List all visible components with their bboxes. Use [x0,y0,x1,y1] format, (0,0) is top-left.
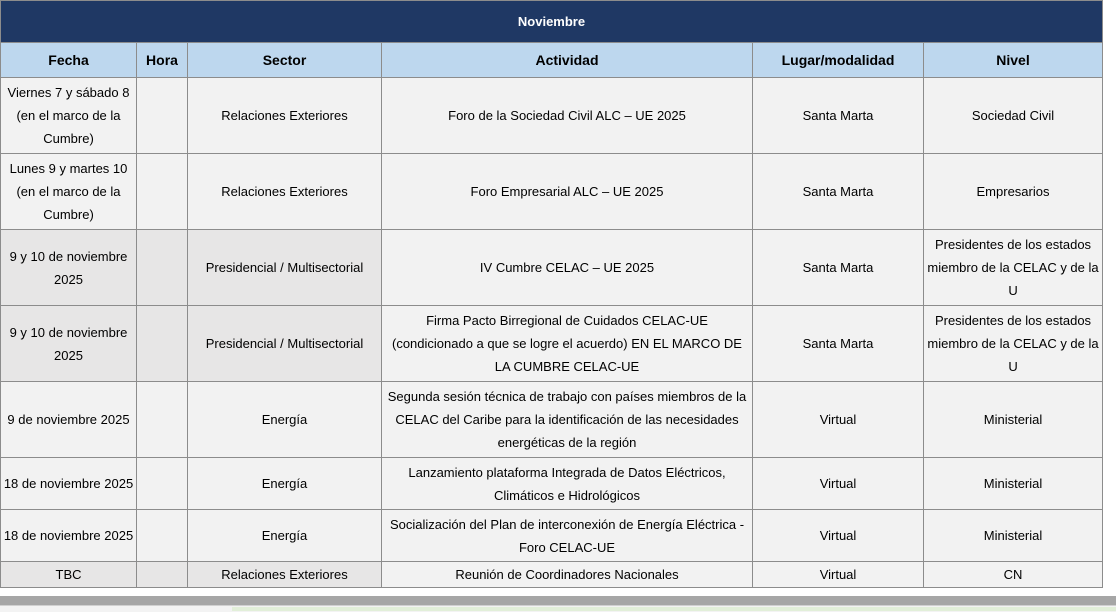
month-title: Noviembre [1,1,1103,43]
cell-sector[interactable]: Presidencial / Multisectorial [188,230,382,306]
header-actividad[interactable]: Actividad [382,43,753,78]
cell-lugar[interactable]: Virtual [753,510,924,562]
cell-lugar[interactable]: Santa Marta [753,78,924,154]
cell-nivel[interactable]: Presidentes de los estados miembro de la CELAC y de la U [924,306,1103,382]
table-row [1,306,1103,382]
sheet-tab[interactable] [232,607,1116,611]
cell-fecha[interactable]: TBC [1,562,137,588]
table-row [1,562,1103,588]
cell-sector[interactable]: Energía [188,510,382,562]
cell-fecha[interactable]: 9 y 10 de noviembre 2025 [1,306,137,382]
cell-hora[interactable] [137,510,188,562]
cell-fecha[interactable]: 18 de noviembre 2025 [1,458,137,510]
cell-hora[interactable] [137,154,188,230]
table-row [1,230,1103,306]
cell-nivel[interactable]: Sociedad Civil [924,78,1103,154]
cell-fecha[interactable]: 18 de noviembre 2025 [1,510,137,562]
cell-hora[interactable] [137,382,188,458]
cell-actividad[interactable]: Socialización del Plan de interconexión de Energía Eléctrica - Foro CELAC-UE [382,510,753,562]
table-row [1,458,1103,510]
cell-actividad[interactable]: Foro Empresarial ALC – UE 2025 [382,154,753,230]
cell-fecha[interactable]: 9 y 10 de noviembre 2025 [1,230,137,306]
cell-hora[interactable] [137,306,188,382]
cell-sector[interactable]: Relaciones Exteriores [188,78,382,154]
cell-actividad[interactable]: Reunión de Coordinadores Nacionales [382,562,753,588]
cell-actividad[interactable]: IV Cumbre CELAC – UE 2025 [382,230,753,306]
cell-hora[interactable] [137,458,188,510]
cell-nivel[interactable]: Empresarios [924,154,1103,230]
cell-nivel[interactable]: Presidentes de los estados miembro de la CELAC y de la U [924,230,1103,306]
cell-actividad[interactable]: Firma Pacto Birregional de Cuidados CELAC-UE (condicionado a que se logre el acuerdo) EN EL MARCO DE LA CUMBRE CELAC-UE [382,306,753,382]
cell-sector[interactable]: Presidencial / Multisectorial [188,306,382,382]
cell-fecha[interactable]: Viernes 7 y sábado 8 (en el marco de la Cumbre) [1,78,137,154]
cell-sector[interactable]: Relaciones Exteriores [188,562,382,588]
cell-actividad[interactable]: Segunda sesión técnica de trabajo con países miembros de la CELAC del Caribe para la identificación de las necesidades energéticas de la región [382,382,753,458]
cell-hora[interactable] [137,562,188,588]
table-row [1,382,1103,458]
cell-lugar[interactable]: Santa Marta [753,154,924,230]
header-fecha[interactable]: Fecha [1,43,137,78]
cell-lugar[interactable]: Santa Marta [753,230,924,306]
cell-sector[interactable]: Energía [188,382,382,458]
cell-fecha[interactable]: Lunes 9 y martes 10 (en el marco de la Cumbre) [1,154,137,230]
cell-actividad[interactable]: Foro de la Sociedad Civil ALC – UE 2025 [382,78,753,154]
header-sector[interactable]: Sector [188,43,382,78]
cell-nivel[interactable]: Ministerial [924,510,1103,562]
cell-lugar[interactable]: Santa Marta [753,306,924,382]
header-hora[interactable]: Hora [137,43,188,78]
cell-hora[interactable] [137,230,188,306]
cell-actividad[interactable]: Lanzamiento plataforma Integrada de Datos Eléctricos, Climáticos e Hidrológicos [382,458,753,510]
cell-nivel[interactable]: Ministerial [924,382,1103,458]
table-row [1,154,1103,230]
cell-lugar[interactable]: Virtual [753,458,924,510]
horizontal-scrollbar[interactable] [0,596,1116,605]
cell-nivel[interactable]: CN [924,562,1103,588]
cell-sector[interactable]: Relaciones Exteriores [188,154,382,230]
cell-lugar[interactable]: Virtual [753,382,924,458]
cell-hora[interactable] [137,78,188,154]
cell-lugar[interactable]: Virtual [753,562,924,588]
cell-sector[interactable]: Energía [188,458,382,510]
cell-fecha[interactable]: 9 de noviembre 2025 [1,382,137,458]
header-lugar[interactable]: Lugar/modalidad [753,43,924,78]
table-row [1,510,1103,562]
table-row [1,78,1103,154]
header-nivel[interactable]: Nivel [924,43,1103,78]
cell-nivel[interactable]: Ministerial [924,458,1103,510]
